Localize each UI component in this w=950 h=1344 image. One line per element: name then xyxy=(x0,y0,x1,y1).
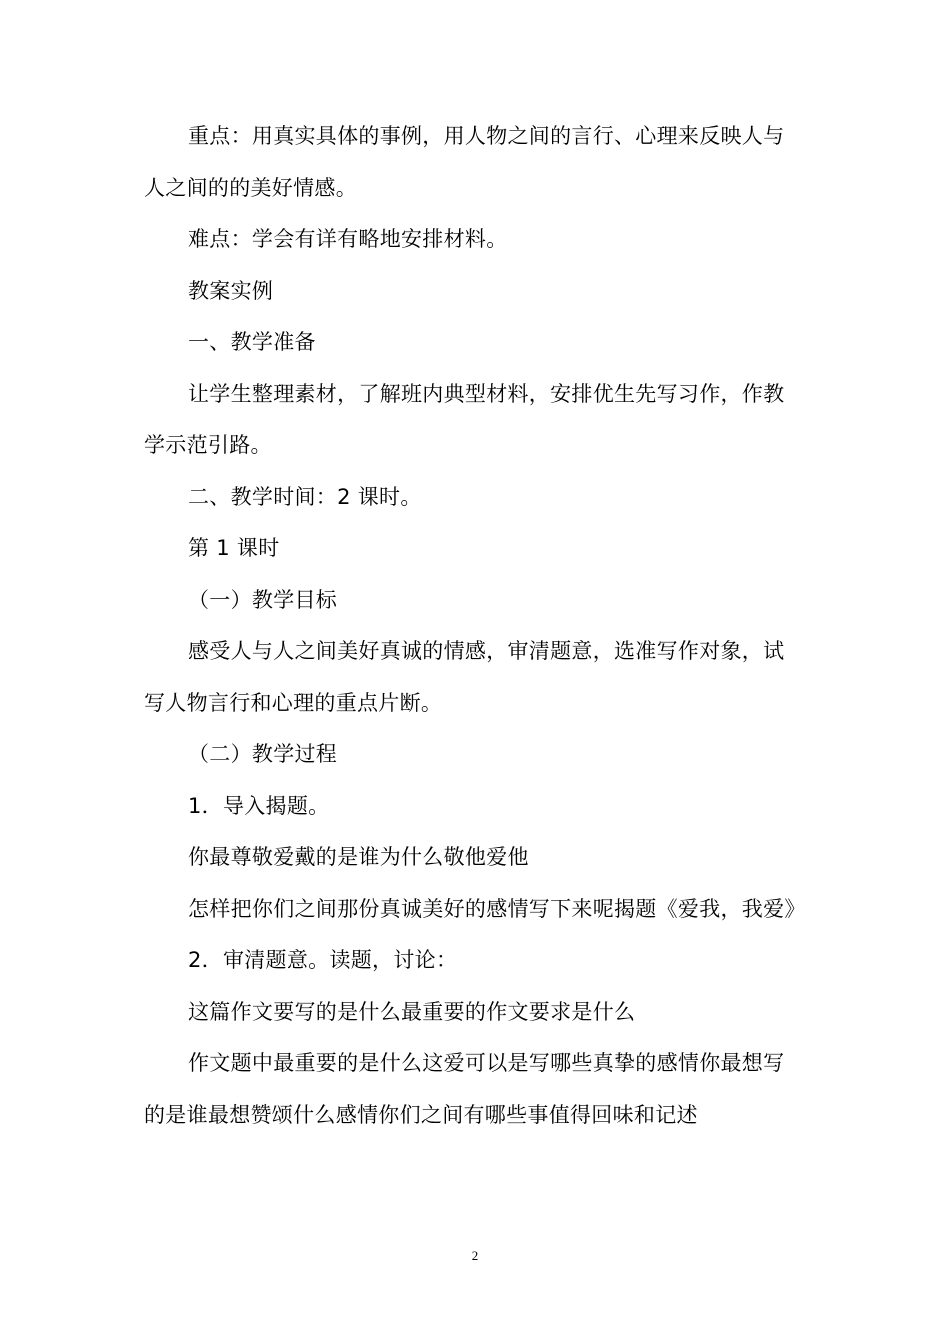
paragraph-question-requirements: 这篇作文要写的是什么最重要的作文要求是什么 xyxy=(188,999,636,1024)
paragraph-step-review: 2．审清题意。读题，讨论： xyxy=(188,948,458,972)
paragraph-question-respect: 你最尊敬爱戴的是谁为什么敬他爱他 xyxy=(188,845,529,869)
paragraph-section-preparation: 一、教学准备 xyxy=(188,330,316,354)
paragraph-question-focus: 作文题中最重要的是什么这爱可以是写哪些真挚的感情你最想写的是谁最想赞颂什么感情你们之间有哪些事值得回味和记述 xyxy=(144,1051,785,1127)
paragraph-lesson-one: 第 1 课时 xyxy=(188,536,280,560)
paragraph-reveal-title: 怎样把你们之间那份真诚美好的感情写下来呢揭题《爱我，我爱》 xyxy=(188,896,806,921)
page-number: 2 xyxy=(471,1248,479,1263)
paragraph-section-time: 二、教学时间：2 课时。 xyxy=(188,484,422,509)
paragraph-objectives-body: 感受人与人之间美好真诚的情感，审清题意，选准写作对象，试写人物言行和心理的重点片断。 xyxy=(144,639,785,715)
paragraph-step-intro: 1．导入揭题。 xyxy=(188,793,330,818)
document-body xyxy=(144,111,806,1141)
paragraph-difficulty: 难点：学会有详有略地安排材料。 xyxy=(188,227,508,251)
paragraph-preparation-body: 让学生整理素材，了解班内典型材料，安排优生先写习作，作教学示范引路。 xyxy=(144,381,785,457)
paragraph-lesson-example-heading: 教案实例 xyxy=(188,278,274,303)
paragraph-process-heading: （二）教学过程 xyxy=(188,742,338,766)
paragraph-objectives-heading: （一）教学目标 xyxy=(188,587,338,612)
paragraph-key-point: 重点：用真实具体的事例，用人物之间的言行、心理来反映人与人之间的的美好情感。 xyxy=(144,124,785,200)
